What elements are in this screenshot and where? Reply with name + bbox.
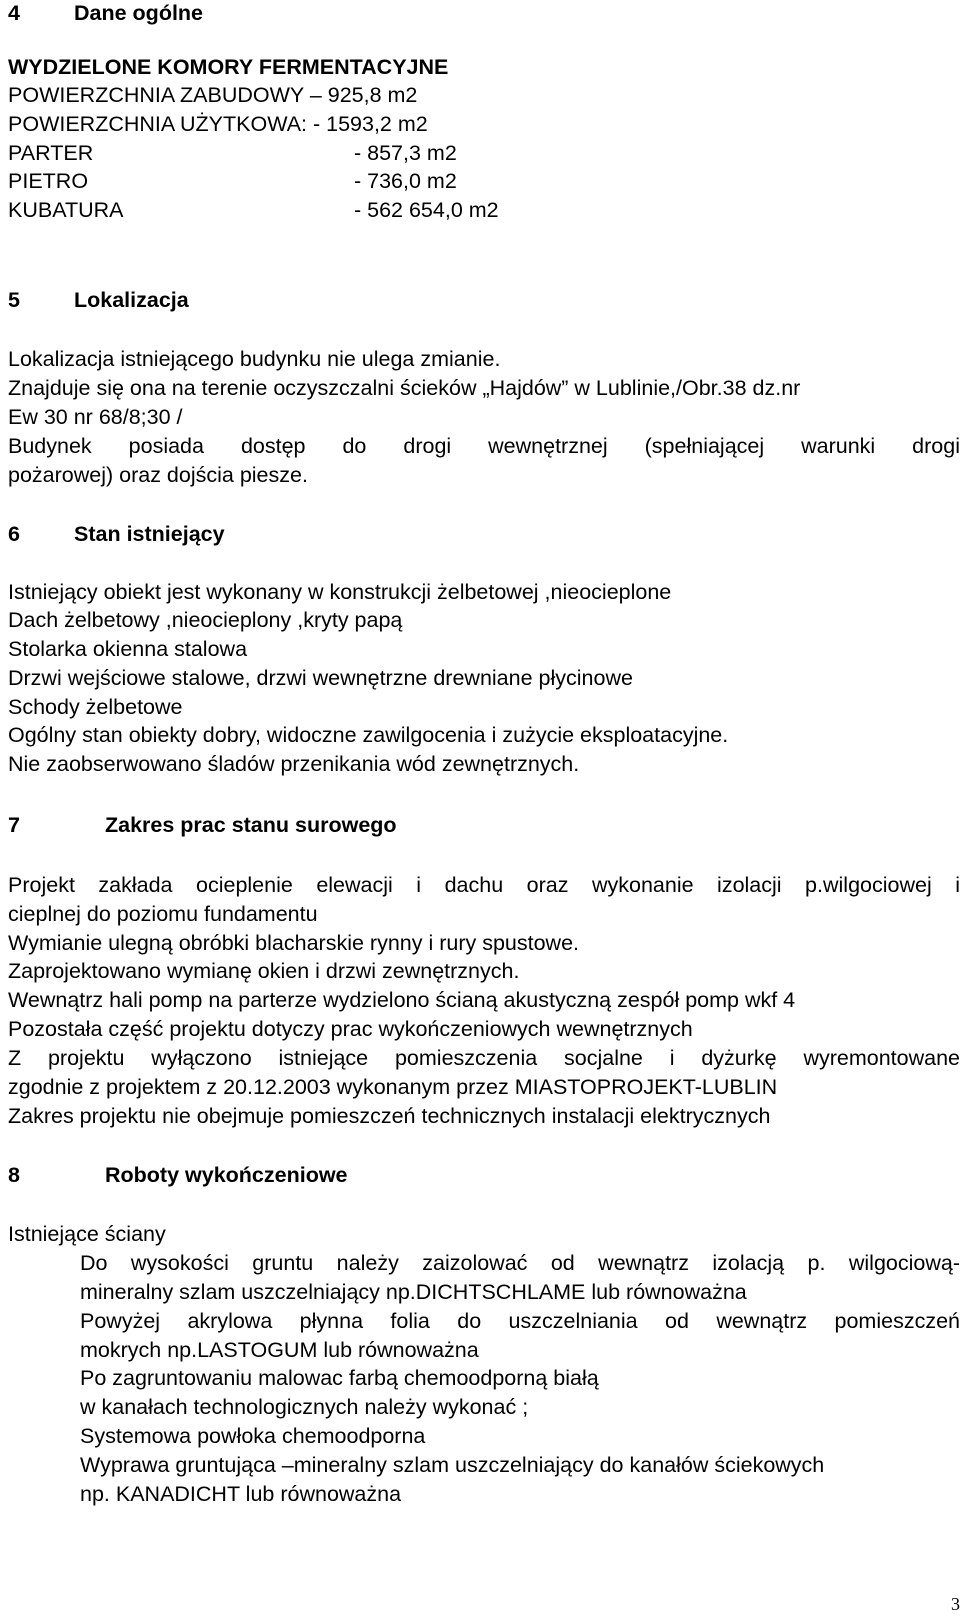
cubature-line xyxy=(8,197,499,223)
indented-line: Wyprawa gruntująca –mineralny szlam uszczelniający do kanałów ściekowych xyxy=(80,1453,825,1477)
indented-line: Po zagruntowaniu malowac farbą chemoodporną białą xyxy=(80,1366,599,1390)
paragraph-line: Zaprojektowano wymianę okien i drzwi zewnętrznych. xyxy=(8,959,520,983)
paragraph-line: Lokalizacja istniejącego budynku nie ulega zmianie. xyxy=(8,347,501,371)
section-number: 6 xyxy=(8,522,20,546)
paragraph-line: Dach żelbetowy ,nieocieplony ,kryty papą xyxy=(8,608,403,632)
paragraph-line: Zakres projektu nie obejmuje pomieszczeń technicznych instalacji elektrycznych xyxy=(8,1104,771,1128)
paragraph-line: Ew 30 nr 68/8;30 / xyxy=(8,405,183,429)
section-title: Zakres prac stanu surowego xyxy=(105,813,397,837)
paragraph-line: Budynek posiada dostęp do drogi wewnętrznej (spełniającej warunki drogi xyxy=(8,434,960,458)
paragraph-line: Znajduje się ona na terenie oczyszczalni ścieków „Hajdów” w Lublinie,/Obr.38 dz.nr xyxy=(8,376,801,400)
section-title: Lokalizacja xyxy=(74,288,189,312)
section-title: Dane ogólne xyxy=(74,1,204,25)
ground-floor-line xyxy=(8,140,457,166)
section-7-heading xyxy=(8,812,397,838)
paragraph-line: Wewnątrz hali pomp na parterze wydzielono ścianą akustyczną zespół pomp wkf 4 xyxy=(8,988,796,1012)
section-6-heading xyxy=(8,521,225,547)
usable-area-line: POWIERZCHNIA UŻYTKOWA: - 1593,2 m2 xyxy=(8,112,428,136)
paragraph-line: Z projektu wyłączono istniejące pomieszczenia socjalne i dyżurkę wyremontowane xyxy=(8,1046,960,1070)
ground-floor-label: PARTER xyxy=(8,141,94,165)
section-number: 7 xyxy=(8,813,20,837)
indented-line: Systemowa powłoka chemoodporna xyxy=(80,1424,426,1448)
indented-line: Powyżej akrylowa płynna folia do uszczelniania od wewnątrz pomieszczeń xyxy=(80,1309,960,1333)
indented-line: mineralny szlam uszczelniający np.DICHTSCHLAME lub równoważna xyxy=(80,1280,747,1304)
paragraph-line: Schody żelbetowe xyxy=(8,695,183,719)
paragraph-line: Drzwi wejściowe stalowe, drzwi wewnętrzne drewniane płycinowe xyxy=(8,666,633,690)
paragraph-line: Wymianie ulegną obróbki blacharskie rynny i rury spustowe. xyxy=(8,931,580,955)
section-number: 5 xyxy=(8,288,20,312)
section-title: Stan istniejący xyxy=(74,522,225,546)
section-number: 4 xyxy=(8,1,20,25)
subheading-walls: Istniejące ściany xyxy=(8,1222,166,1246)
paragraph-line: cieplnej do poziomu fundamentu xyxy=(8,902,318,926)
first-floor-line xyxy=(8,168,457,194)
paragraph-line: Projekt zakłada ocieplenie elewacji i dachu oraz wykonanie izolacji p.wilgociowej i xyxy=(8,873,960,897)
paragraph-line: zgodnie z projektem z 20.12.2003 wykonanym przez MIASTOPROJEKT-LUBLIN xyxy=(8,1075,778,1099)
page-number: 3 xyxy=(951,1594,960,1614)
cubature-label: KUBATURA xyxy=(8,198,124,222)
paragraph-line: Ogólny stan obiekty dobry, widoczne zawilgocenia i zużycie eksploatacyjne. xyxy=(8,723,729,747)
cubature-value: - 562 654,0 m2 xyxy=(354,198,499,222)
first-floor-value: - 736,0 m2 xyxy=(354,169,457,193)
paragraph-line: Stolarka okienna stalowa xyxy=(8,637,248,661)
building-name: WYDZIELONE KOMORY FERMENTACYJNE xyxy=(8,55,449,79)
section-title: Roboty wykończeniowe xyxy=(105,1163,348,1187)
section-number: 8 xyxy=(8,1163,20,1187)
paragraph-line: Istniejący obiekt jest wykonany w konstrukcji żelbetowej ,nieocieplone xyxy=(8,580,672,604)
paragraph-line: Nie zaobserwowano śladów przenikania wód zewnętrznych. xyxy=(8,752,580,776)
section-5-heading xyxy=(8,287,189,313)
ground-floor-value: - 857,3 m2 xyxy=(354,141,457,165)
first-floor-label: PIETRO xyxy=(8,169,89,193)
built-area-line: POWIERZCHNIA ZABUDOWY – 925,8 m2 xyxy=(8,83,418,107)
indented-line: Do wysokości gruntu należy zaizolować od wewnątrz izolacją p. wilgociową- xyxy=(80,1251,960,1275)
indented-line: mokrych np.LASTOGUM lub równoważna xyxy=(80,1338,479,1362)
section-4-heading xyxy=(8,0,203,26)
paragraph-line: pożarowej) oraz dojścia piesze. xyxy=(8,463,308,487)
indented-line: w kanałach technologicznych należy wykonać ; xyxy=(80,1395,529,1419)
paragraph-line: Pozostała część projektu dotyczy prac wykończeniowych wewnętrznych xyxy=(8,1017,693,1041)
section-8-heading xyxy=(8,1162,348,1188)
indented-line: np. KANADICHT lub równoważna xyxy=(80,1482,402,1506)
